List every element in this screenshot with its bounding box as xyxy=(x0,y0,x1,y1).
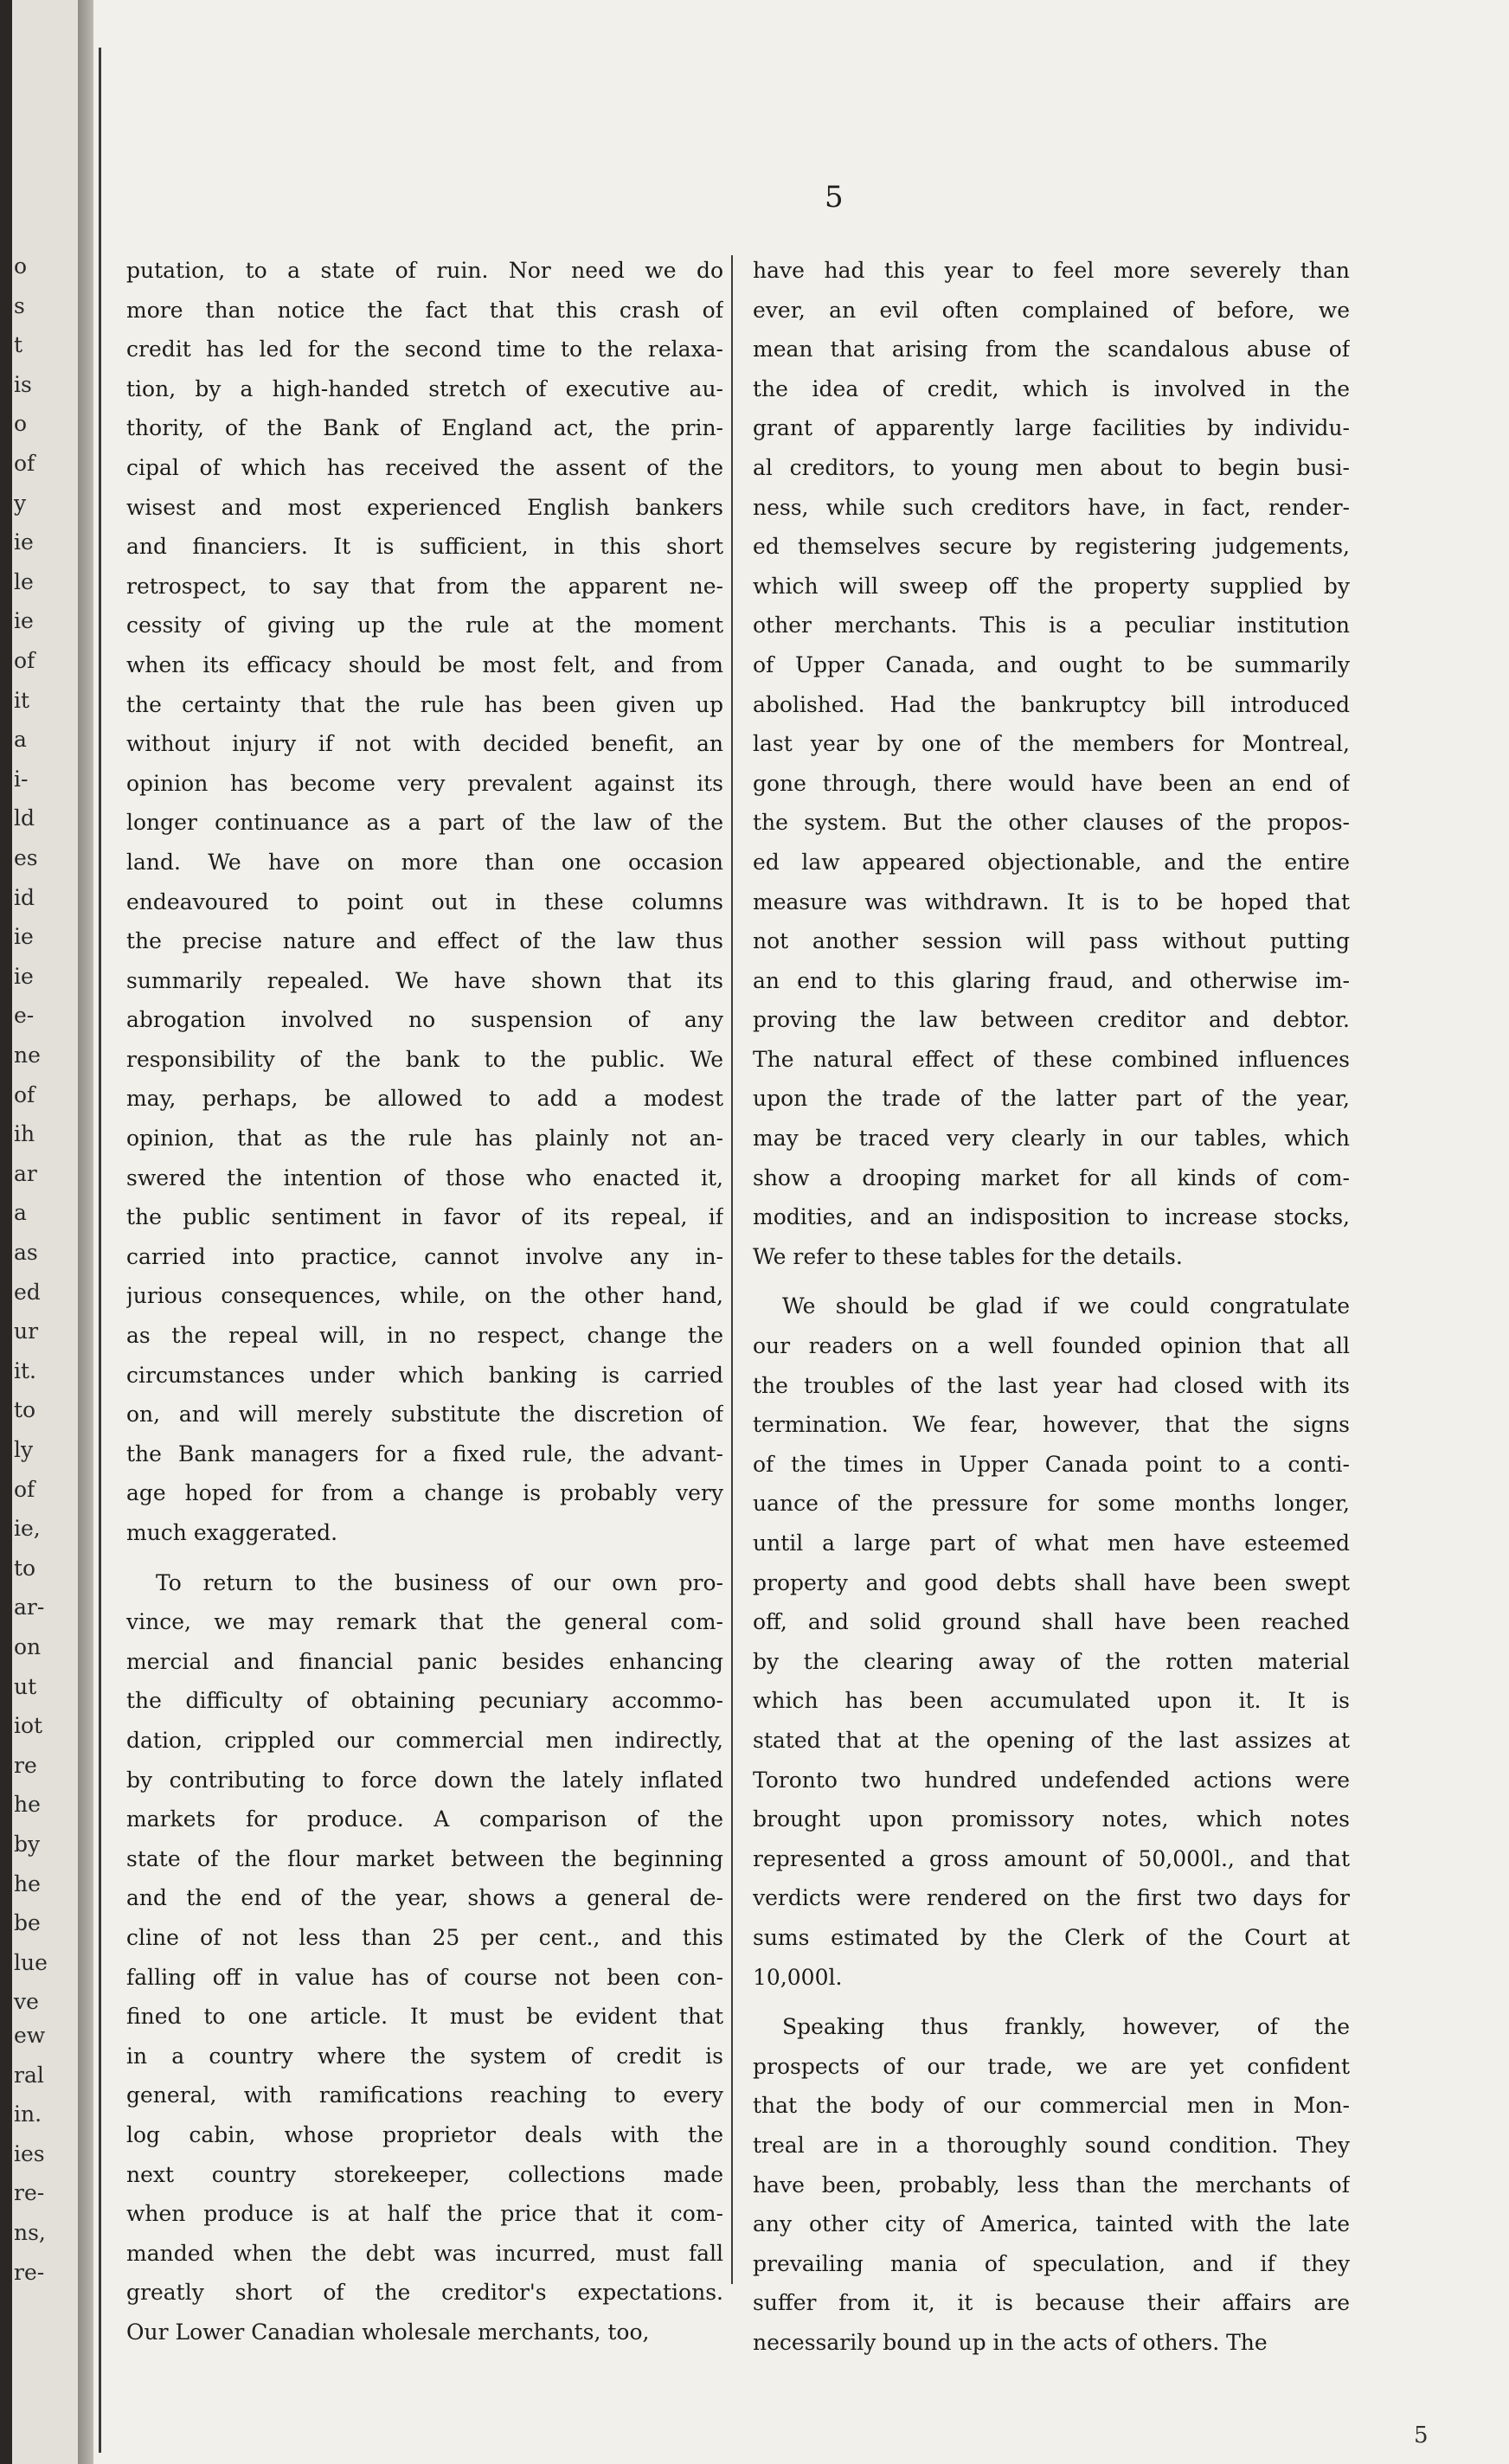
paragraph xyxy=(753,251,1350,1276)
text-line: We should be glad if we could congratulate xyxy=(782,1293,1350,1319)
facing-page-fragment: i- xyxy=(14,766,29,792)
facing-page-fragment: is xyxy=(14,371,32,397)
facing-page-fragment: he xyxy=(14,1870,41,1896)
text-line: our readers on a well founded opinion that all xyxy=(753,1333,1350,1359)
facing-page-fragment: by xyxy=(14,1832,41,1857)
text-line: an end to this glaring fraud, and otherwise im- xyxy=(753,967,1350,993)
facing-page-fragment: to xyxy=(14,1555,36,1581)
text-line: last year by one of the members for Montreal, xyxy=(753,731,1350,757)
text-line: property and good debts shall have been swept xyxy=(753,1569,1350,1595)
page-gutter xyxy=(78,0,93,2464)
text-line: responsibility of the bank to the public. We xyxy=(126,1046,723,1072)
text-line: of the times in Upper Canada point to a conti- xyxy=(753,1451,1350,1477)
facing-page-fragment: of xyxy=(14,1081,35,1107)
text-line: which has been accumulated upon it. It is xyxy=(753,1688,1350,1714)
text-line: and financiers. It is sufficient, in this short xyxy=(126,534,723,560)
facing-page-fragment: ld xyxy=(14,805,35,831)
text-line: termination. We fear, however, that the signs xyxy=(753,1412,1350,1438)
facing-page-fragment: to xyxy=(14,1397,36,1423)
text-line: cipal of which has received the assent of the xyxy=(126,454,723,480)
text-line: ness, while such creditors have, in fact, render- xyxy=(753,494,1350,520)
text-line: proving the law between creditor and debtor. xyxy=(753,1007,1350,1033)
facing-page-fragment: re xyxy=(14,1752,37,1778)
facing-page-fragment: of xyxy=(14,451,35,476)
text-line: by contributing to force down the lately inflated xyxy=(126,1767,723,1793)
text-line: putation, to a state of ruin. Nor need we do xyxy=(126,258,723,283)
paragraph xyxy=(126,1563,723,2352)
text-line: that the body of our commercial men in Mon- xyxy=(753,2093,1350,2119)
scan-edge xyxy=(0,0,12,2464)
text-line: abolished. Had the bankruptcy bill introduced xyxy=(753,691,1350,717)
text-line: may, perhaps, be allowed to add a modest xyxy=(126,1086,723,1112)
text-line: prevailing mania of speculation, and if they xyxy=(753,2250,1350,2276)
facing-page-fragment: ie xyxy=(14,529,34,555)
text-line: We refer to these tables for the details. xyxy=(753,1243,1183,1269)
facing-page-fragment: lue xyxy=(14,1949,48,1975)
text-line: measure was withdrawn. It is to be hoped that xyxy=(753,889,1350,914)
column-divider xyxy=(731,255,733,2284)
text-line: ed themselves secure by registering judgements, xyxy=(753,534,1350,560)
text-line: much exaggerated. xyxy=(126,1520,338,1545)
facing-page-fragment: ie, xyxy=(14,1516,41,1542)
text-line: summarily repealed. We have shown that its xyxy=(126,967,723,993)
facing-page-fragment: a xyxy=(14,1200,27,1226)
facing-page-strip xyxy=(12,0,78,2464)
text-line: ed law appeared objectionable, and the entire xyxy=(753,849,1350,875)
text-line: the system. But the other clauses of the propos- xyxy=(753,810,1350,836)
text-line: age hoped for from a change is probably very xyxy=(126,1480,723,1506)
text-line: which will sweep off the property supplied by xyxy=(753,573,1350,599)
text-line: the troubles of the last year had closed with its xyxy=(753,1372,1350,1398)
text-line: more than notice the fact that this crash of xyxy=(126,297,723,323)
facing-page-fragment: re- xyxy=(14,2180,45,2206)
facing-page-fragment: y xyxy=(14,490,27,516)
text-line: not another session will pass without putting xyxy=(753,928,1350,954)
facing-page-fragment: ed xyxy=(14,1279,41,1305)
text-line: longer continuance as a part of the law of the xyxy=(126,810,723,836)
facing-page-fragment: ut xyxy=(14,1673,37,1699)
text-line: Our Lower Canadian wholesale merchants, too, xyxy=(126,2319,650,2345)
text-line: greatly short of the creditor's expectations. xyxy=(126,2280,723,2306)
text-line: prospects of our trade, we are yet confident xyxy=(753,2053,1350,2079)
text-line: represented a gross amount of 50,000l., and that xyxy=(753,1845,1350,1871)
text-line: the public sentiment in favor of its repeal, if xyxy=(126,1204,723,1230)
text-line: endeavoured to point out in these columns xyxy=(126,889,723,914)
text-line: upon the trade of the latter part of the year, xyxy=(753,1086,1350,1112)
text-line: sums estimated by the Clerk of the Court at xyxy=(753,1924,1350,1950)
facing-page-fragment: ar- xyxy=(14,1595,45,1620)
facing-page-fragment: ie xyxy=(14,963,34,989)
text-line: when produce is at half the price that it com- xyxy=(126,2201,723,2227)
text-line: state of the flour market between the beginning xyxy=(126,1845,723,1871)
facing-page-fragment: in. xyxy=(14,2101,42,2127)
text-line: opinion, that as the rule has plainly not an- xyxy=(126,1126,723,1152)
text-line: tion, by a high-handed stretch of executive au- xyxy=(126,375,723,401)
text-line: next country storekeeper, collections made xyxy=(126,2161,723,2187)
text-line: the difficulty of obtaining pecuniary accommo- xyxy=(126,1688,723,1714)
right-text-column xyxy=(753,251,1350,2362)
text-line: general, with ramifications reaching to every xyxy=(126,2082,723,2108)
bottom-page-mark: 5 xyxy=(1414,2422,1429,2448)
text-line: the precise nature and effect of the law thus xyxy=(126,928,723,954)
text-line: land. We have on more than one occasion xyxy=(126,849,723,875)
text-line: stated that at the opening of the last assizes at xyxy=(753,1727,1350,1753)
text-line: necessarily bound up in the acts of others. The xyxy=(753,2329,1268,2355)
text-line: off, and solid ground shall have been reached xyxy=(753,1609,1350,1635)
text-line: opinion has become very prevalent against its xyxy=(126,770,723,796)
text-line: To return to the business of our own pro- xyxy=(156,1569,723,1595)
text-line: show a drooping market for all kinds of com- xyxy=(753,1165,1350,1190)
text-line: credit has led for the second time to the relaxa- xyxy=(126,337,723,363)
facing-page-fragment: ar xyxy=(14,1160,37,1186)
text-line: verdicts were rendered on the first two days for xyxy=(753,1885,1350,1911)
facing-page-fragment: of xyxy=(14,1476,35,1502)
facing-page-fragment: ie xyxy=(14,608,34,634)
facing-page-fragment: es xyxy=(14,845,38,870)
text-line: dation, crippled our commercial men indirectly, xyxy=(126,1727,723,1753)
facing-page-fragment: o xyxy=(14,411,28,437)
text-line: may be traced very clearly in our tables, which xyxy=(753,1126,1350,1152)
text-line: markets for produce. A comparison of the xyxy=(126,1806,723,1832)
text-line: carried into practice, cannot involve any in- xyxy=(126,1243,723,1269)
text-line: wisest and most experienced English bankers xyxy=(126,494,723,520)
text-line: jurious consequences, while, on the other hand, xyxy=(126,1283,723,1309)
text-line: vince, we may remark that the general com- xyxy=(126,1609,723,1635)
text-line: and the end of the year, shows a general de- xyxy=(126,1885,723,1911)
facing-page-fragment: id xyxy=(14,884,35,910)
facing-page-fragment: a xyxy=(14,727,27,753)
text-line: modities, and an indisposition to increase stocks, xyxy=(753,1204,1350,1230)
facing-page-fragment: as xyxy=(14,1240,38,1265)
text-line: treal are in a thoroughly sound condition. They xyxy=(753,2132,1350,2158)
facing-page-fragment: re- xyxy=(14,2259,45,2285)
left-column-border xyxy=(99,48,101,2453)
text-line: mercial and financial panic besides enhancing xyxy=(126,1648,723,1674)
text-line: on, and will merely substitute the discretion of xyxy=(126,1402,723,1428)
text-line: cline of not less than 25 per cent., and this xyxy=(126,1924,723,1950)
facing-page-fragment: ral xyxy=(14,2062,44,2088)
facing-page-fragment: ew xyxy=(14,2023,46,2048)
text-line: 10,000l. xyxy=(753,1964,843,1990)
facing-page-fragment: ur xyxy=(14,1319,39,1344)
text-line: brought upon promissory notes, which notes xyxy=(753,1806,1350,1832)
text-line: falling off in value has of course not been con- xyxy=(126,1964,723,1990)
text-line: manded when the debt was incurred, must fall xyxy=(126,2240,723,2266)
text-line: have had this year to feel more severely than xyxy=(753,258,1350,283)
text-line: by the clearing away of the rotten material xyxy=(753,1648,1350,1674)
text-line: of Upper Canada, and ought to be summarily xyxy=(753,651,1350,677)
text-line: Toronto two hundred undefended actions were xyxy=(753,1767,1350,1793)
facing-page-fragment: t xyxy=(14,332,23,358)
facing-page-fragment: le xyxy=(14,568,34,594)
paragraph xyxy=(753,2007,1350,2362)
text-line: circumstances under which banking is carried xyxy=(126,1362,723,1388)
page-number: 5 xyxy=(825,180,844,215)
text-line: The natural effect of these combined influences xyxy=(753,1046,1350,1072)
text-line: Speaking thus frankly, however, of the xyxy=(782,2014,1350,2040)
text-line: the certainty that the rule has been given up xyxy=(126,691,723,717)
text-line: al creditors, to young men about to begin busi- xyxy=(753,454,1350,480)
facing-page-fragment: ih xyxy=(14,1121,35,1147)
facing-page-fragment: iot xyxy=(14,1713,43,1739)
text-line: abrogation involved no suspension of any xyxy=(126,1007,723,1033)
text-line: fined to one article. It must be evident that xyxy=(126,2004,723,2030)
text-line: as the repeal will, in no respect, change the xyxy=(126,1323,723,1349)
text-line: grant of apparently large facilities by individu- xyxy=(753,415,1350,441)
text-line: the Bank managers for a fixed rule, the advant- xyxy=(126,1441,723,1466)
text-line: suffer from it, it is because their affairs are xyxy=(753,2290,1350,2316)
text-line: log cabin, whose proprietor deals with the xyxy=(126,2121,723,2147)
text-line: mean that arising from the scandalous abuse of xyxy=(753,337,1350,363)
facing-page-fragment: of xyxy=(14,648,35,673)
facing-page-fragment: he xyxy=(14,1792,41,1818)
facing-page-fragment: ies xyxy=(14,2140,45,2166)
text-line: without injury if not with decided benefit, an xyxy=(126,731,723,757)
text-line: gone through, there would have been an end of xyxy=(753,770,1350,796)
paragraph xyxy=(753,1287,1350,1997)
facing-page-fragment: it. xyxy=(14,1357,36,1383)
text-line: in a country where the system of credit is xyxy=(126,2043,723,2069)
text-line: thority, of the Bank of England act, the prin- xyxy=(126,415,723,441)
facing-page-fragment: on xyxy=(14,1634,42,1659)
facing-page-fragment: o xyxy=(14,253,28,279)
text-line: swered the intention of those who enacted it, xyxy=(126,1165,723,1190)
text-line: when its efficacy should be most felt, and from xyxy=(126,651,723,677)
facing-page-fragment: it xyxy=(14,687,30,713)
text-line: have been, probably, less than the merchants of xyxy=(753,2172,1350,2198)
facing-page-fragment: s xyxy=(14,292,25,318)
facing-page-fragment: ve xyxy=(14,1989,39,2015)
left-text-column xyxy=(126,251,723,2352)
text-line: cessity of giving up the rule at the moment xyxy=(126,613,723,638)
text-line: ever, an evil often complained of before, we xyxy=(753,297,1350,323)
facing-page-fragment: be xyxy=(14,1910,41,1936)
facing-page-fragment: ie xyxy=(14,924,34,950)
text-line: the idea of credit, which is involved in the xyxy=(753,375,1350,401)
facing-page-fragment: ly xyxy=(14,1437,34,1462)
text-line: other merchants. This is a peculiar institution xyxy=(753,613,1350,638)
text-line: until a large part of what men have esteemed xyxy=(753,1530,1350,1556)
facing-page-fragment: ns, xyxy=(14,2220,46,2245)
text-line: any other city of America, tainted with the late xyxy=(753,2211,1350,2237)
paragraph xyxy=(126,251,723,1553)
text-line: uance of the pressure for some months longer, xyxy=(753,1491,1350,1517)
facing-page-fragment: e- xyxy=(14,1003,35,1029)
facing-page-fragment: ne xyxy=(14,1043,41,1068)
text-line: retrospect, to say that from the apparent ne- xyxy=(126,573,723,599)
